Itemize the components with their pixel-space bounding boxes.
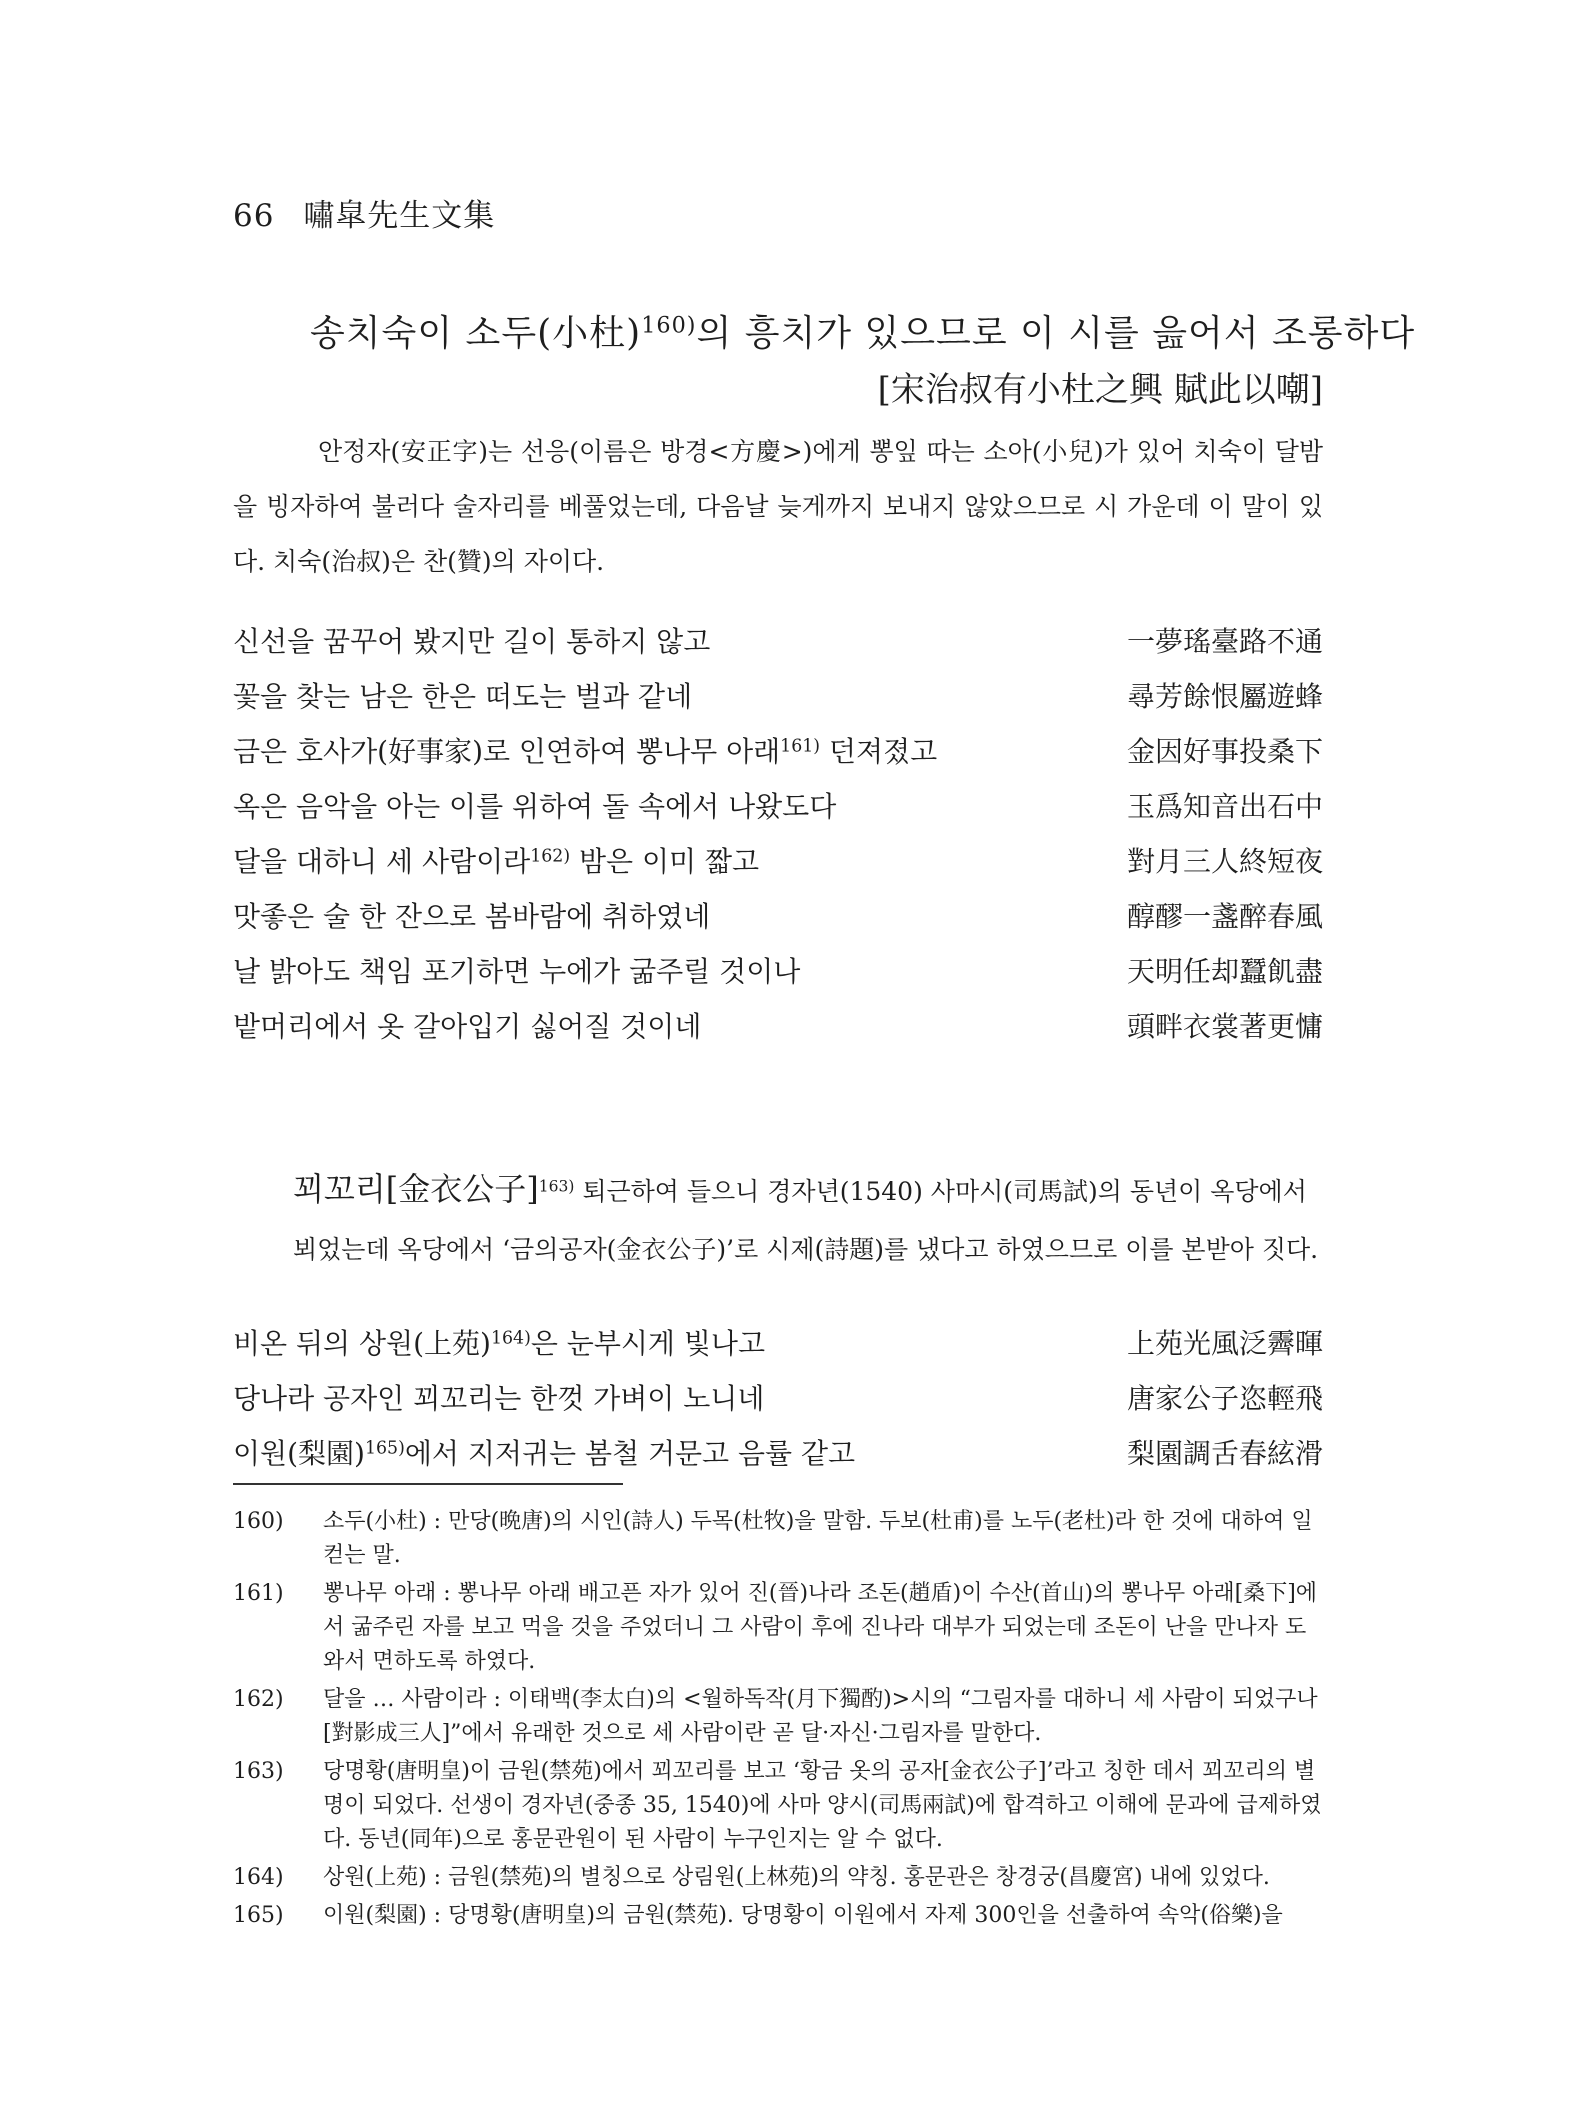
poem-line-hanja: 頭畔衣裳著更慵 — [1126, 1010, 1323, 1043]
poem-line-hanja: 對月三人終短夜 — [1126, 845, 1323, 878]
second-poem-intro-line2: 뵈었는데 옥당에서 ‘금의공자(金衣公子)’로 시제(詩題)를 냈다고 하였으므로 이를 본받아 짓다. — [293, 1235, 1319, 1264]
poem-line — [233, 1322, 1323, 1377]
poem-line-hanja: 玉爲知音出石中 — [1126, 790, 1323, 823]
poem-title-part2: 의 흥치가 있으므로 이 시를 읊어서 조롱하다 — [696, 313, 1416, 354]
second-poem-intro — [233, 1160, 1323, 1279]
poem-line — [233, 950, 1323, 1005]
footnotes — [233, 1505, 1323, 1937]
poem-line — [233, 620, 1323, 675]
footnote-ref-161: 161) — [780, 736, 821, 757]
footnote-item — [233, 1755, 1323, 1857]
intro-text: 안정자(安正字)는 선응(이름은 방경<方慶>)에게 뽕잎 따는 소아(小兒)가 있어 치숙이 달밤을 빙자하여 불러다 술자리를 베풀었는데, 다음날 늦게까지 보내지 않았으므로 시 가운데 이 말이 있다. 치숙(治叔)은 찬(贊)의 자이다. — [233, 437, 1323, 576]
poem-title-hanja: [宋治叔有小杜之興 賦此以嘲] — [877, 370, 1323, 410]
footnote-ref-160: 160) — [641, 312, 697, 339]
running-header — [233, 190, 495, 235]
poem-line-hanja: 醇醪一盞醉春風 — [1126, 900, 1323, 933]
poem-line-korean: 비온 뒤의 상원(上苑)$^{164)}$은 눈부시게 빛나고 — [233, 1327, 766, 1360]
poem-title-part1: 송치숙이 소두(小杜) — [310, 313, 642, 354]
poem-line-hanja: 一夢瑤臺路不通 — [1126, 625, 1323, 658]
poem-line — [233, 1005, 1323, 1060]
poem-line-korean: 꽃을 찾는 남은 한은 떠도는 벌과 같네 — [233, 680, 693, 713]
second-poem-title-hanja: [金衣公子] — [385, 1170, 539, 1208]
footnote-text: 상원(上苑) : 금원(禁苑)의 별칭으로 상림원(上林苑)의 약칭. 홍문관은 창경궁(昌慶宮) 내에 있었다. — [323, 1865, 1270, 1890]
footnote-item — [233, 1505, 1323, 1573]
poem-line-hanja: 梨園調舌春絃滑 — [1126, 1437, 1323, 1470]
poem-line — [233, 675, 1323, 730]
poem-line — [233, 1377, 1323, 1432]
footnote-number: 161) — [233, 1581, 284, 1606]
poem-line — [233, 1432, 1323, 1487]
footnote-item — [233, 1577, 1323, 1679]
footnote-item — [233, 1683, 1323, 1751]
footnote-text: 당명황(唐明皇)이 금원(禁苑)에서 꾀꼬리를 보고 ‘황금 옷의 공자[金衣公子]’라고 칭한 데서 꾀꼬리의 별명이 되었다. 선생이 경자년(중종 35, 1540)에 사마 양시(司馬兩試)에 합격하고 이해에 문과에 급제하였다. 동년(同年)으로 홍문관원이 된 사람이 누구인지는 알 수 없다. — [323, 1759, 1322, 1852]
footnote-number: 164) — [233, 1865, 284, 1890]
poem-line-korean: 당나라 공자인 꾀꼬리는 한껏 가벼이 노니네 — [233, 1382, 765, 1415]
poem-line-hanja: 上苑光風泛霽暉 — [1126, 1327, 1323, 1360]
footnote-number: 165) — [233, 1903, 284, 1928]
footnote-number: 162) — [233, 1687, 284, 1712]
footnote-number: 163) — [233, 1759, 284, 1784]
footnote-number: 160) — [233, 1509, 284, 1534]
footnote-ref-163: 163) — [538, 1177, 575, 1196]
second-poem-intro-line1: 꾀꼬리[金衣公子]$^{163)}$ 퇴근하여 들으니 경자년(1540) 사마시(司馬試)의 동년이 옥당에서 — [293, 1170, 1307, 1208]
poem-line-korean: 이원(梨園)$^{165)}$에서 지저귀는 봄철 거문고 음률 같고 — [233, 1437, 856, 1470]
poem-line-korean: 옥은 음악을 아는 이를 위하여 돌 속에서 나왔도다 — [233, 790, 837, 823]
footnote-text: 뽕나무 아래 : 뽕나무 아래 배고픈 자가 있어 진(晉)나라 조돈(趙盾)이 수산(首山)의 뽕나무 아래[桑下]에서 굶주린 자를 보고 먹을 것을 주었더니 그 사람이 후에 진나라 대부가 되었는데 조돈이 난을 만나자 도와서 면하도록 하였다. — [323, 1581, 1318, 1674]
poem-line — [233, 730, 1323, 785]
footnote-ref-162: 162) — [530, 846, 571, 867]
poem-line-hanja: 金因好事投桑下 — [1126, 735, 1323, 768]
poem-line-hanja: 尋芳餘恨屬遊蜂 — [1126, 680, 1323, 713]
footnote-divider — [233, 1483, 623, 1485]
poem-line — [233, 895, 1323, 950]
intro-paragraph — [233, 424, 1323, 589]
footnote-item — [233, 1861, 1323, 1895]
poem-line-korean: 밭머리에서 옷 갈아입기 싫어질 것이네 — [233, 1010, 702, 1043]
footnote-text: 이원(梨園) : 당명황(唐明皇)의 금원(禁苑). 당명황이 이원에서 자제 300인을 선출하여 속악(俗樂)을 — [323, 1903, 1283, 1928]
footnote-ref-164: 164) — [490, 1328, 531, 1349]
poem-line — [233, 840, 1323, 895]
poem-title — [310, 305, 1415, 356]
second-poem-title-korean: 꾀꼬리 — [293, 1170, 386, 1208]
poem-line-hanja: 唐家公子恣輕飛 — [1126, 1382, 1323, 1415]
poem-line-korean: 신선을 꿈꾸어 봤지만 길이 통하지 않고 — [233, 625, 711, 658]
poem-line-korean: 날 밝아도 책임 포기하면 누에가 굶주릴 것이나 — [233, 955, 801, 988]
footnote-text: 달을 … 사람이라 : 이태백(李太白)의 <월하독작(月下獨酌)>시의 “그림자를 대하니 세 사람이 되었구나[對影成三人]”에서 유래한 것으로 세 사람이란 곧 달·자신·그림자를 말한다. — [323, 1687, 1318, 1746]
page-number: 66 — [233, 198, 275, 234]
footnote-text: 소두(小杜) : 만당(晩唐)의 시인(詩人) 두목(杜牧)을 말함. 두보(杜甫)를 노두(老杜)라 한 것에 대하여 일컫는 말. — [323, 1509, 1313, 1568]
book-title: 嘯皐先生文集 — [303, 198, 496, 234]
footnote-ref-165: 165) — [364, 1438, 405, 1459]
poem-line-hanja: 天明任却蠶飢盡 — [1126, 955, 1323, 988]
poem-line-korean: 금은 호사가(好事家)로 인연하여 뽕나무 아래$^{161)}$ 던져졌고 — [233, 735, 938, 768]
poem-line — [233, 785, 1323, 840]
poem-line-korean: 달을 대하니 세 사람이라$^{162)}$ 밤은 이미 짧고 — [233, 845, 760, 878]
footnote-item — [233, 1899, 1323, 1933]
poem-line-korean: 맛좋은 술 한 잔으로 봄바람에 취하였네 — [233, 900, 711, 933]
